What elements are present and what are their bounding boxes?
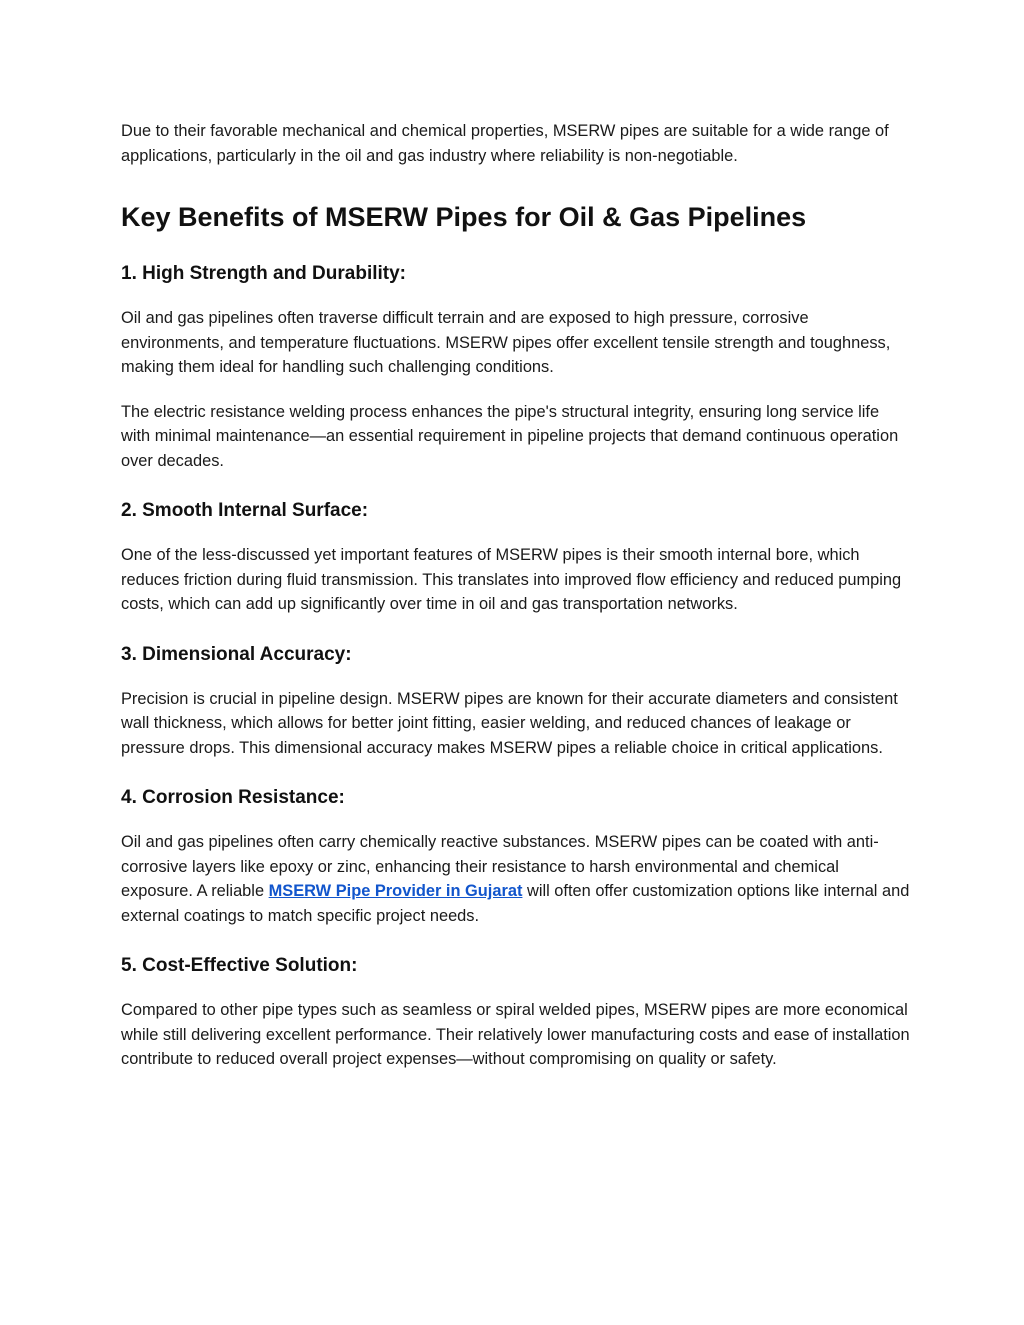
section-heading: 3. Dimensional Accuracy: [121, 643, 352, 665]
section-paragraph: One of the less-discussed yet important features of MSERW pipes is their smooth internal bore, which reduces friction during fluid transmission. This translates into improved flow efficiency and reduced pumping costs, which can add up significantly over time in oil and gas transportation networks. [121, 546, 902, 613]
section-paragraph: Oil and gas pipelines often traverse difficult terrain and are exposed to high pressure, corrosive environments, and temperature fluctuations. MSERW pipes offer excellent tensile strength and toughness, making them ideal for handling such challenging conditions. [121, 309, 891, 376]
document-body [121, 119, 911, 1098]
intro-paragraph: Due to their favorable mechanical and chemical properties, MSERW pipes are suitable for a wide range of applications, particularly in the oil and gas industry where reliability is non-negotiable. [121, 122, 889, 165]
section-heading: 5. Cost-Effective Solution: [121, 955, 358, 976]
paragraph-text: will often offer customization options like internal and external coatings to match specific project needs. [121, 882, 910, 925]
section-heading: 4. Corrosion Resistance: [121, 787, 345, 808]
section-paragraph: Precision is crucial in pipeline design. MSERW pipes are known for their accurate diameters and consistent wall thickness, which allows for better joint fitting, easier welding, and reduced chances of leakage or pressure drops. This dimensional accuracy makes MSERW pipes a reliable choice in critical applications. [121, 689, 898, 757]
page-title: Key Benefits of MSERW Pipes for Oil & Gas Pipelines [121, 202, 807, 232]
section-paragraph: Compared to other pipe types such as seamless or spiral welded pipes, MSERW pipes are more economical while still delivering excellent performance. Their relatively lower manufacturing costs and ease of installation contribute to reduced overall project expenses—without compromising on quality or safety. [121, 1001, 910, 1068]
section-corrosion-resistance [121, 786, 911, 928]
section-cost-effective [121, 954, 911, 1072]
paragraph-text: Oil and gas pipelines often carry chemically reactive substances. MSERW pipes can be coated with anti-corrosive layers like epoxy or zinc, enhancing their resistance to harsh environmental and chemical exposure. A reliable [121, 833, 879, 900]
section-strength [121, 262, 911, 473]
section-paragraph [121, 830, 911, 928]
section-heading: 1. High Strength and Durability: [121, 263, 407, 284]
section-smooth-surface [121, 499, 911, 617]
section-paragraph: The electric resistance welding process enhances the pipe's structural integrity, ensuring long service life with minimal maintenance—an essential requirement in pipeline projects that demand continuous operation over decades. [121, 402, 899, 470]
section-heading: 2. Smooth Internal Surface: [121, 500, 369, 521]
provider-link[interactable]: MSERW Pipe Provider in Gujarat [268, 882, 523, 900]
section-dimensional-accuracy [121, 643, 911, 761]
